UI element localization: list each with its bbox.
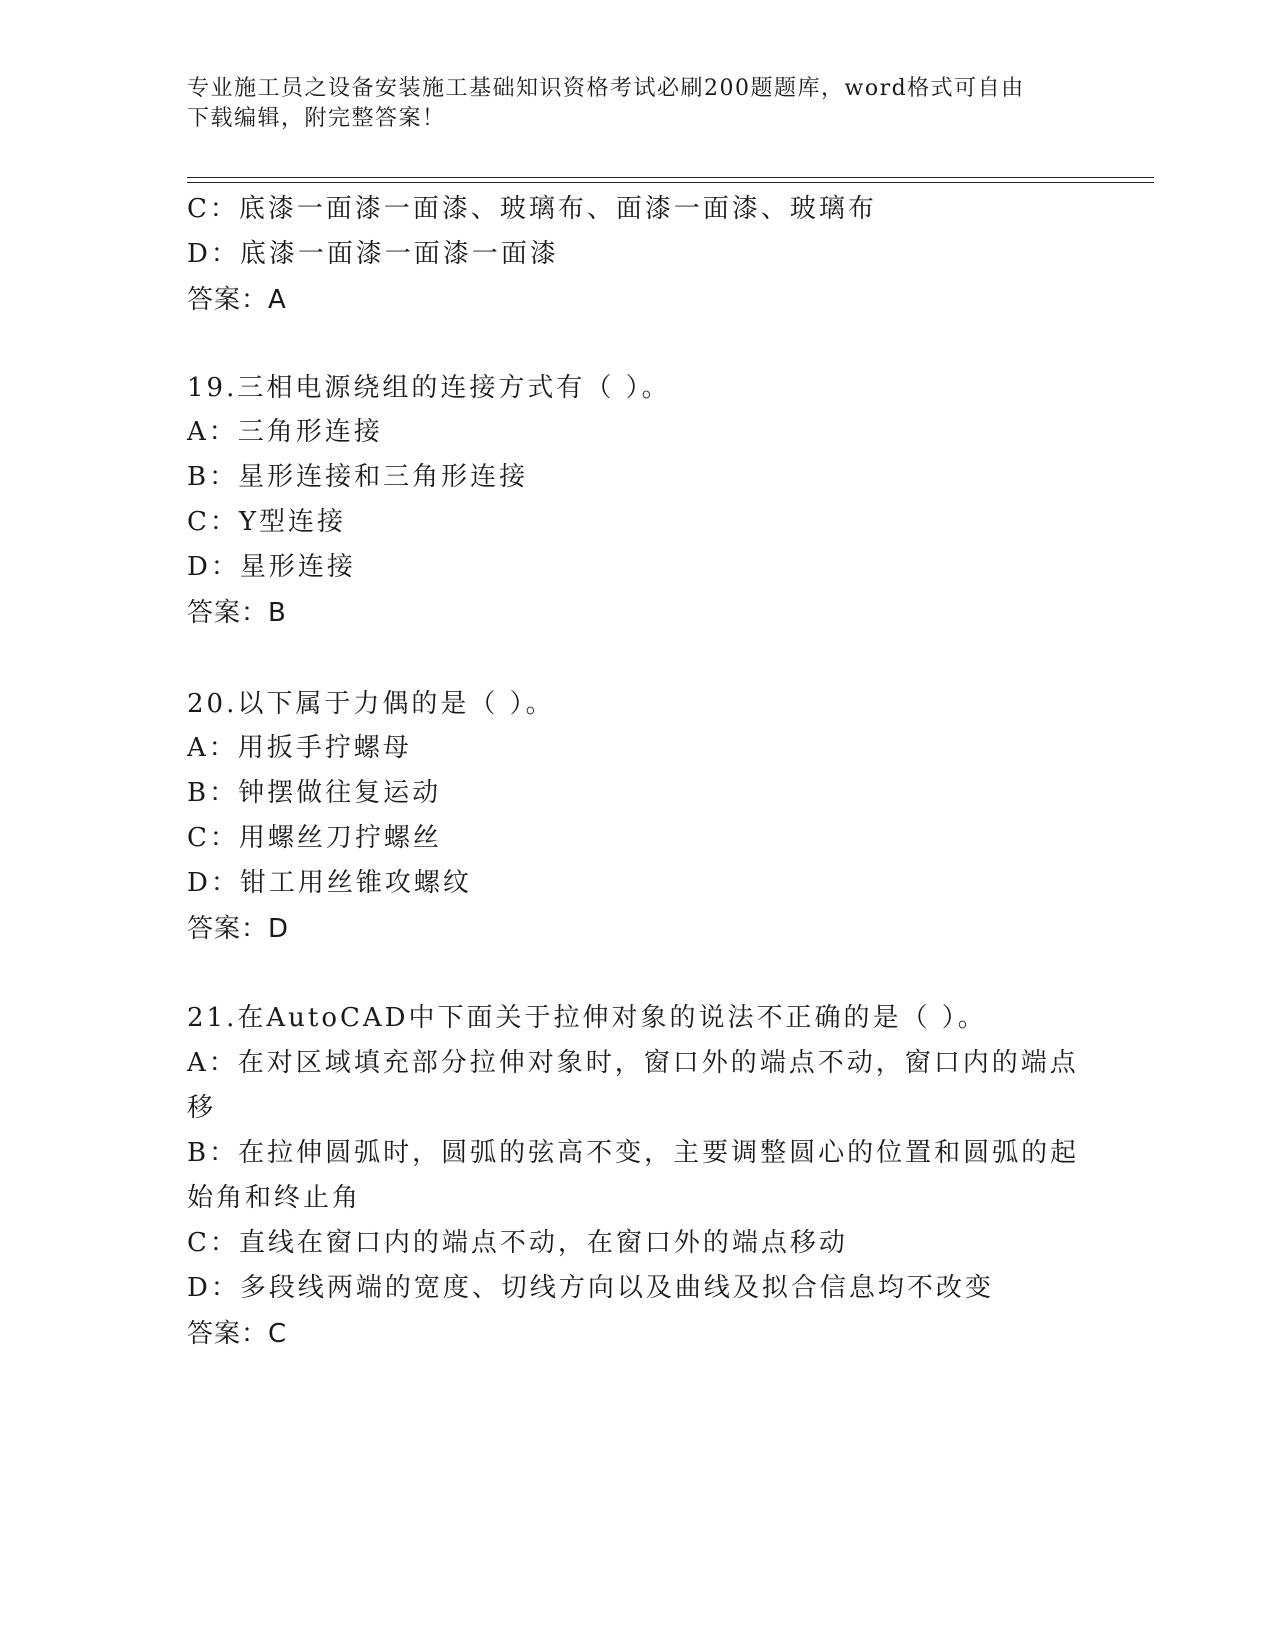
q18-option-d: D：底漆一面漆一面漆一面漆: [187, 239, 559, 269]
q19-option-c: C：Y型连接: [187, 507, 347, 537]
q20-question: 20.以下属于力偶的是（ ）。: [187, 689, 555, 719]
q21-option-c: C：直线在窗口内的端点不动，在窗口外的端点移动: [187, 1228, 848, 1258]
q21-question: 21.在AutoCAD中下面关于拉伸对象的说法不正确的是（ ）。: [187, 1003, 987, 1033]
header-divider-top: [187, 177, 1154, 178]
q21-option-a-line-1: A：在对区域填充部分拉伸对象时，窗口外的端点不动，窗口内的端点: [187, 1048, 1079, 1078]
header-line-1: 专业施工员之设备安装施工基础知识资格考试必刷200题题库，word格式可自由: [187, 76, 1025, 101]
q20-option-d: D：钳工用丝锥攻螺纹: [187, 868, 472, 898]
q18-option-c: C：底漆一面漆一面漆、玻璃布、面漆一面漆、玻璃布: [187, 194, 877, 224]
q19-option-b: B：星形连接和三角形连接: [187, 462, 529, 492]
header-divider-bottom: [187, 182, 1154, 183]
q20-option-b: B：钟摆做往复运动: [187, 778, 442, 808]
header-line-2: 下载编辑，附完整答案！: [187, 106, 446, 131]
q20-option-a: A：用扳手拧螺母: [187, 733, 412, 763]
q21-option-b-line-1: B：在拉伸圆弧时，圆弧的弦高不变，主要调整圆心的位置和圆弧的起: [187, 1138, 1080, 1168]
q21-option-d: D：多段线两端的宽度、切线方向以及曲线及拟合信息均不改变: [187, 1273, 994, 1303]
q21-option-a-line-2: 移: [187, 1093, 217, 1123]
q19-answer: 答案：B: [187, 598, 287, 628]
q18-answer: 答案：A: [187, 285, 287, 315]
q20-option-c: C：用螺丝刀拧螺丝: [187, 823, 442, 853]
q21-answer: 答案：C: [187, 1319, 288, 1349]
q19-question: 19.三相电源绕组的连接方式有（ ）。: [187, 373, 671, 403]
q21-option-b-line-2: 始角和终止角: [187, 1183, 362, 1213]
document-header: [187, 74, 1067, 134]
q19-option-a: A：三角形连接: [187, 417, 383, 447]
q19-option-d: D：星形连接: [187, 552, 356, 582]
q20-answer: 答案：D: [187, 914, 290, 944]
